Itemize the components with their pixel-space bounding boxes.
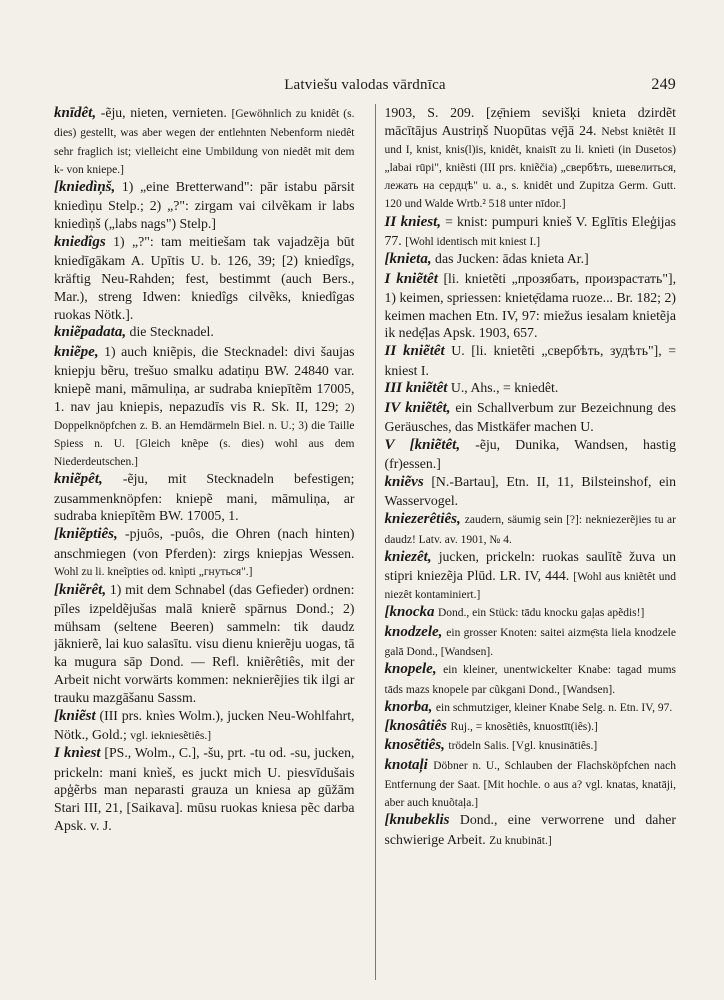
entry-definition: U., Ahs., = kniedêt. [450, 380, 559, 396]
entry-definition: 1903, S. 209. [zẹ̄niem sevišķi knieta dzirdẽt mācītājus Austriņš Nuopūtas vẹ̄jā 24. [384, 105, 676, 138]
dictionary-entry [385, 270, 677, 343]
entry-definition: [PS., Wolm., C.], -šu, prt. -tu od. -su, jucken, prickeln: mani knìeš, es juckt mich U. piesvīdušais apģẽrbs man neparasti grauza un kniesa ap gūžām Stari III, 21, [Saikava]. mūsu ruokas kniesa pẽc darba Apsk. v. J. [54, 745, 355, 833]
entry-headword: [kniẽst [54, 707, 96, 724]
entry-note: [Wohl aus kniẽtêt und niezêt kontaminiert.] [384, 571, 676, 602]
entry-headword: kniedîgs [54, 233, 106, 250]
entry-definition: -ẽju, nieten, vernieten. [100, 105, 227, 120]
entry-definition: ein Schallverbum zur Bezeichnung des Geräusches, das Mistkäfer machen U. [384, 399, 676, 435]
entry-headword: kniezêt, [384, 548, 432, 565]
dictionary-entry [54, 233, 355, 324]
entry-headword: [knubeklis [384, 812, 450, 829]
entry-headword: knotaļi [384, 756, 428, 773]
right-column [375, 104, 677, 980]
entry-note: Nebst kniẽtêt II und I, knist, knis(l)is, knidêt, knaisīt zu li. knìeti (in Dusetos) „labai rūpi", kniẽsti (III prs. kniẽčia) „свербѣть, шевелиться, лежать на сердцѣ" u. a., s. knidêt und Zupitza Germ. Gutt. 120 und Walde Wrtb.² 518 unter nīdor.] [384, 125, 676, 211]
entry-headword: [kniẽptiês, [54, 526, 118, 543]
left-column [54, 104, 355, 980]
entry-note: Döbner n. U., Schlauben der Flachsköpfchen nach Entfernung der Saat. [Mit hochle. o aus a? vgl. knatas, knatāji, aber auch knuõtaļa.] [384, 759, 676, 810]
entry-note: Dond., ein Stück: tādu knocku gaļas apẽdis!] [437, 607, 645, 620]
entry-headword: kniezerêtiês, [384, 511, 461, 528]
two-column-body [54, 104, 676, 980]
page-header-title: Latviešu valodas vārdnīca [284, 77, 446, 93]
entry-headword: kniẽvs [384, 474, 424, 491]
dictionary-entry [385, 736, 677, 755]
entry-headword: kniẽpêt, [54, 471, 103, 488]
dictionary-entry [385, 379, 677, 398]
entry-definition: die Stecknadel. [129, 324, 214, 340]
dictionary-entry [54, 343, 355, 471]
entry-definition: -ẽju, Dunika, Wandsen, hastig (fr)essen.] [384, 436, 676, 472]
entry-definition: -ẽju, mit Stecknadeln befestigen; zusammenknöpfen: kniepẽ mani, māmuliņa, ar sudraba kniepītẽm BW. 17005, 1. [54, 471, 355, 524]
dictionary-entry [385, 811, 677, 849]
entry-headword: I kniẽtêt [384, 270, 438, 287]
entry-note: trödeln Salis. [Vgl. knusinātiês.] [448, 740, 598, 753]
entry-note: Wohl zu li. kneĩpties od. knìpti „гнуться".] [54, 566, 253, 579]
entry-headword: knodzele, [384, 623, 443, 640]
dictionary-entry [385, 510, 677, 548]
entry-headword: [kniedìņš, [54, 178, 116, 195]
dictionary-entry [54, 581, 355, 707]
entry-definition: 1) auch kniẽpis, die Stecknadel: divi šaujas kniepju bẽru, trešuo smalku adatiņu BW. 24840 var. kniepẽ mani, māmuliņa, ar sudraba kniepītẽm 17005, 1. nav jau kniepis, nepazudīs vis R. Sk. II, 129; [54, 343, 355, 414]
entry-note: vgl. iekniesẽtiês.] [130, 730, 212, 743]
dictionary-entry [385, 660, 677, 698]
entry-headword: knosẽtiês, [384, 737, 445, 754]
dictionary-entry [54, 104, 355, 178]
dictionary-entry [54, 323, 355, 342]
entry-definition: U. [li. knietẽti „свербѣть, зудѣть"], = kniest I. [384, 343, 676, 378]
entry-note: 2) Doppelknöpfchen z. B. an Hemdärmeln Biel. n. U.; 3) die Taille Spiess n. U. [Gleich knẽpe (s. dies) wohl aus dem Niederdeutschen.] [54, 401, 355, 469]
entry-note: [Gewöhnlich zu knidêt (s. dies) gestellt, was aber wegen der entlehnten Nebenform niedêt sehr fraglich ist; vielleicht eine Umbildung von niedêt mit dem k- von kniepe.] [54, 108, 355, 176]
entry-note: Ruj., = knosẽtiês, knuostīt(iês).] [450, 721, 598, 734]
entry-note: ein schmutziger, kleiner Knabe Selg. n. Etn. IV, 97. [435, 701, 673, 714]
dictionary-entry [54, 744, 355, 835]
entry-headword: kniẽpe, [54, 343, 99, 360]
dictionary-entry [385, 717, 677, 736]
entry-definition: -pjuôs, -puôs, die Ohren (nach hinten) anschmiegen (von Pferden): zirgs kniepjas Wessen. [54, 526, 355, 561]
entry-headword: V [kniẽtêt, [384, 436, 461, 453]
entry-definition: [li. knietẽti „прозябать, произрастать"], 1) keimen, spriessen: knietẹ̄dama ruoze... Br. 182; 2) keimen machen Etn. IV, 97: miežus iesalam knietẽja ik nedẹ̄ļas Apsk. 1903, 657. [384, 270, 676, 341]
entry-headword: II kniest, [384, 213, 442, 230]
entry-definition: = knist: pumpuri knieš V. Eglītis Eleģijas 77. [384, 213, 676, 248]
entry-definition: 1) mit dem Schnabel (das Gefieder) ordnen: pīles izpeldẽjušas malā knierẽ spārnus Dond.; 2) mühsam (seltene Beeren) sammeln: tik daudz jāknierẽ, lai kuo salasītu. visu dienu knierẽju uogas, tā ka mugura sāp Dond. — Refl. kniẽrêtiês, mit der Arbeit nicht vorwärts kommen: neknierẽjies tik ilgi ar trauku mazgāšanu Sassm. [54, 581, 355, 705]
dictionary-entry [385, 399, 677, 436]
dictionary-entry [385, 623, 677, 661]
dictionary-entry [54, 178, 355, 233]
entry-note: zaudern, säumig sein [?]: nekniezerẽjies tu ar daudz! Latv. av. 1901, № 4. [384, 514, 676, 546]
dictionary-entry [54, 525, 355, 580]
entry-definition: (III prs. knìes Wolm.), jucken Neu-Wohlfahrt, Nötk., Gold.; [54, 707, 355, 743]
dictionary-entry [54, 470, 355, 525]
entry-headword: [knocka [384, 604, 435, 621]
entry-headword: knopele, [384, 661, 437, 678]
dictionary-entry [385, 473, 677, 510]
entry-headword: IV kniẽtêt, [384, 399, 451, 416]
entry-note: Zu knubināt.] [489, 834, 552, 847]
page-number: 249 [651, 76, 676, 93]
entry-headword: [knieta, [384, 251, 432, 268]
dictionary-entry [385, 250, 677, 269]
entry-headword: knorba, [384, 698, 433, 715]
entry-headword: kniẽpadata, [54, 324, 127, 341]
entry-headword: [knosâtiês [384, 718, 448, 735]
entry-definition: Dond., eine verworrene und daher schwierige Arbeit. [384, 812, 676, 847]
dictionary-entry [385, 756, 677, 812]
dictionary-entry [385, 213, 677, 251]
dictionary-entry [385, 548, 677, 604]
entry-definition: [N.-Bartau], Etn. II, 11, Bilsteinshof, ein Wasservogel. [384, 474, 676, 509]
entry-definition: das Jucken: ādas knieta Ar.] [435, 251, 589, 267]
dictionary-entry [385, 104, 677, 213]
dictionary-entry [385, 603, 677, 622]
entry-headword: II kniẽtêt [384, 343, 445, 360]
entry-definition: jucken, prickeln: ruokas saulītẽ žuva un stipri kniezẽja Plūd. LR. IV, 444. [384, 548, 676, 584]
entry-note: ein kleiner, unentwickelter Knabe: tagad mums tāds mazs knopele par cũkgani Dond., [Wandsen]. [384, 664, 676, 696]
dictionary-entry [385, 342, 677, 379]
entry-headword: III kniẽtêt [384, 380, 448, 397]
dictionary-entry [385, 698, 677, 717]
entry-headword: knīdêt, [54, 105, 97, 121]
entry-definition: 1) „eine Bretterwand": pār istabu pārsit kniedìņu Stelp.; 2) „?": zirgam vai cilvẽkam ir labs kniedìņš („labs nags") Stelp.] [54, 178, 355, 231]
entry-definition: 1) „?": tam meitiešam tak vajadzẽja būt kniedīgākam A. Upītis U. b. 126, 39; [2) kniedîgs, kräftig Neu-Rahden; fest, bestimmt (auch Bers., Mar.), streng Idwen: kniedîgs cilvẽks, kniedîgas ruokas Nötk.]. [54, 233, 355, 322]
entry-note: [Wohl identisch mit kniest I.] [405, 236, 541, 248]
entry-note: ein grosser Knoten: saitei aizmẹ̄sta liela knodzele galā Dond., [Wandsen]. [384, 626, 676, 659]
running-head [54, 70, 676, 94]
entry-headword: [kniẽrêt, [54, 581, 107, 598]
entry-headword: I knìest [54, 745, 101, 762]
dictionary-entry [54, 707, 355, 745]
dictionary-entry [385, 436, 677, 473]
